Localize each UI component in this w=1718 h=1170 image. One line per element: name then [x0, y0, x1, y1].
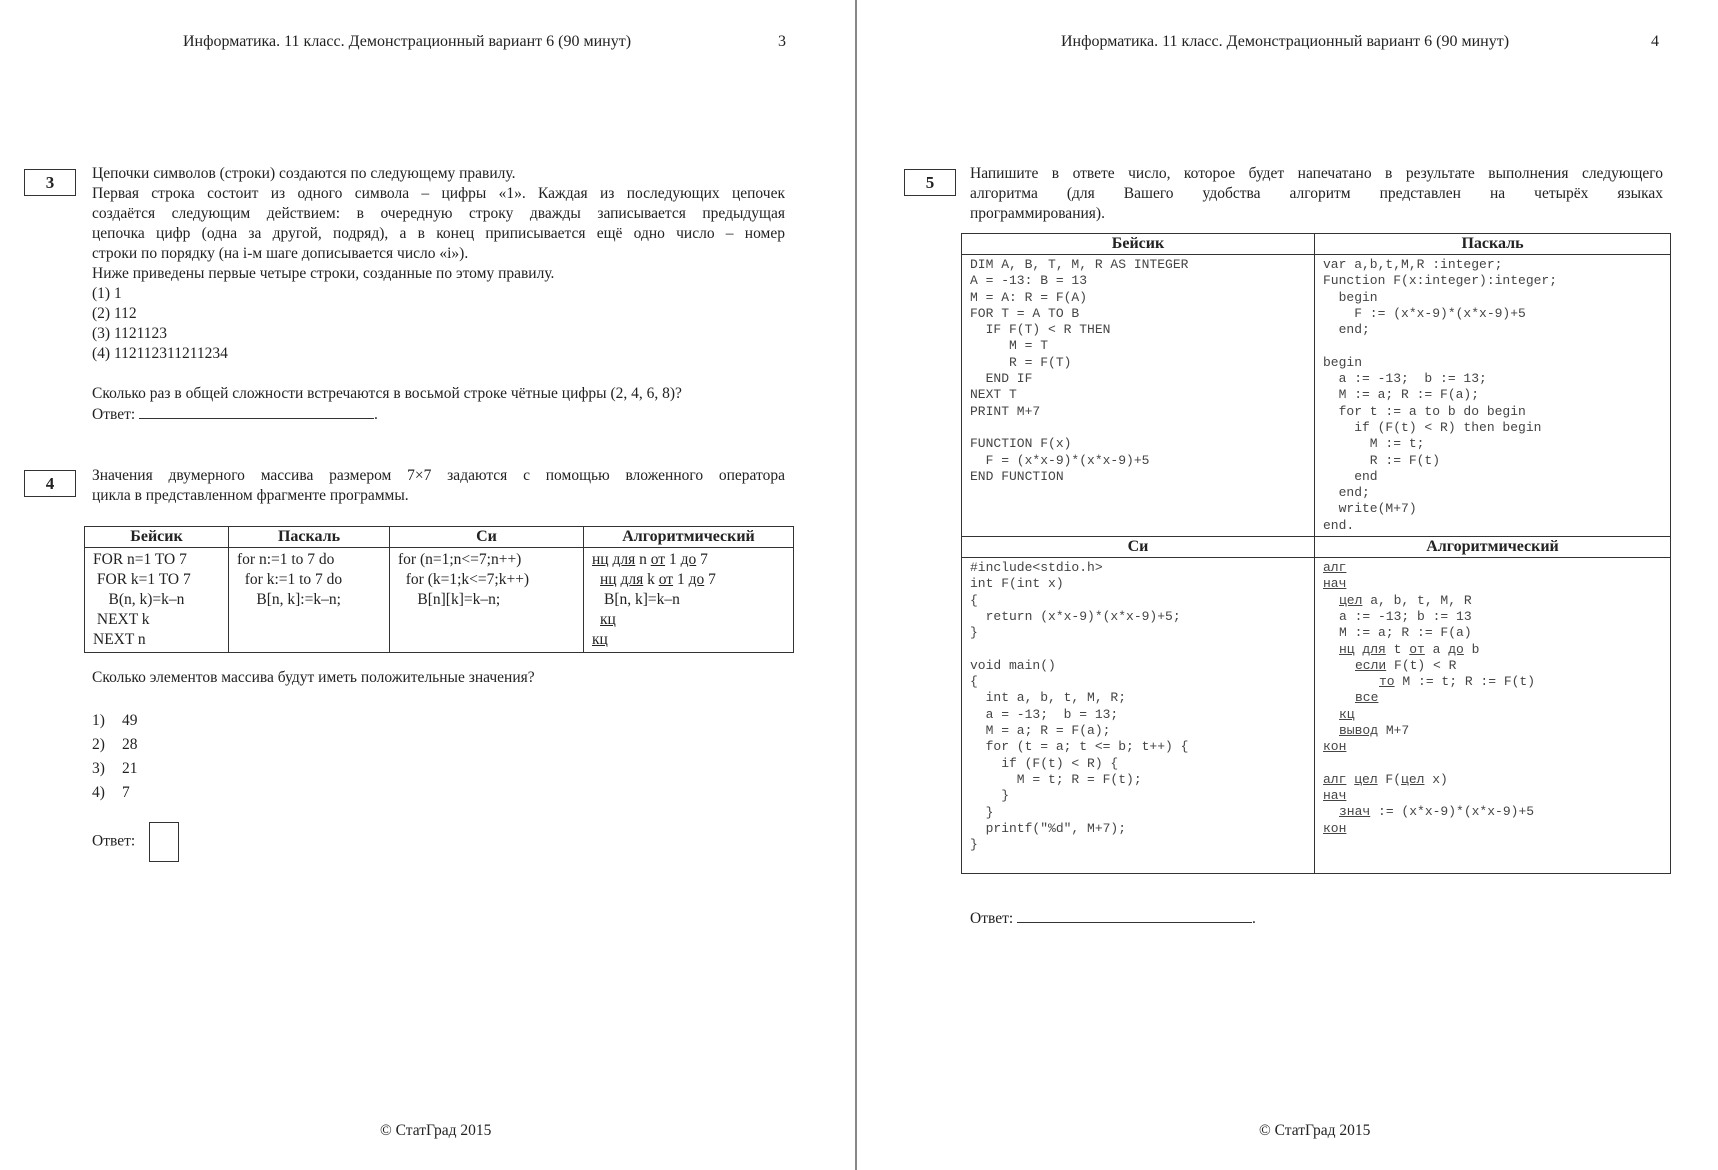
- task4-line: цикла в представленном фрагменте программы.: [92, 487, 409, 504]
- task3-line: Ниже приведены первые четыре строки, созданные по этому правилу.: [92, 265, 555, 282]
- code-line: кон: [1323, 739, 1347, 755]
- code-line: B[n][k]=k–n;: [398, 591, 501, 608]
- code-line: M := a; R := F(a): [1339, 625, 1472, 641]
- task3-row: (3) 1121123: [92, 325, 168, 342]
- alg-cell: [584, 548, 794, 653]
- task3-question: Сколько раз в общей сложности встречаются в восьмой строке чётные цифры (2, 4, 6, 8)?: [92, 385, 682, 402]
- code-line: кц: [592, 631, 608, 648]
- task-number-5: 5: [904, 169, 956, 196]
- answer-blank[interactable]: [1017, 908, 1252, 923]
- code-line: кон: [1323, 820, 1347, 836]
- task3-line: Первая строка состоит из одного символа – цифры «1». Каждая из последующих цепочек: [92, 185, 785, 202]
- page-number: 4: [1651, 33, 1659, 50]
- page-footer: © СтатГрад 2015: [1259, 1122, 1371, 1139]
- task3-line: строки по порядку (на i-м шаге дописывается число «i»).: [92, 245, 469, 262]
- answer-label: Ответ:: [92, 832, 136, 850]
- task4-text: [92, 466, 785, 506]
- col-header: Алгоритмический: [1315, 537, 1671, 558]
- option-1[interactable]: 1) 49: [92, 712, 138, 729]
- page-right: [857, 0, 1718, 1170]
- basic-code: DIM A, B, T, M, R AS INTEGER A = -13: B = 13 M = A: R = F(A) FOR T = A TO B IF F(T) < R THEN M = T R = F(T) END IF NEXT T PRINT M+7 FUNCTION F(x) F = (x*x-9)*(x*x-9)+5 END FUNCTION: [962, 255, 1315, 537]
- page-header: Информатика. 11 класс. Демонстрационный вариант 6 (90 минут): [183, 33, 632, 50]
- task4-question: Сколько элементов массива будут иметь положительные значения?: [92, 669, 535, 686]
- answer-box[interactable]: [149, 822, 179, 862]
- col-header: Бейсик: [962, 234, 1315, 255]
- option-2[interactable]: 2) 28: [92, 736, 138, 753]
- basic-cell: [85, 548, 229, 653]
- page-header: Информатика. 11 класс. Демонстрационный вариант 6 (90 минут): [1061, 33, 1510, 50]
- task3-line: создаётся следующим действием: в очередную строку дважды записывается предыдущая: [92, 205, 785, 222]
- page-footer: © СтатГрад 2015: [380, 1122, 492, 1139]
- answer-label: Ответ:: [92, 406, 136, 423]
- code-line: нц для k от 1 до 7: [600, 571, 716, 588]
- code-line: a := -13; b := 13: [1339, 608, 1472, 624]
- code-line: знач := (x*x-9)*(x*x-9)+5: [1339, 804, 1535, 820]
- code-line: алг цел F(цел x): [1323, 771, 1448, 787]
- code-line: нач: [1323, 576, 1347, 592]
- code-line: B[n, k]:=k–n;: [237, 591, 341, 608]
- code-line: нц для t от a до b: [1339, 641, 1480, 657]
- c-code: #include<stdio.h> int F(int x) { return (x*x-9)*(x*x-9)+5; } void main() { int a, b, t, M, R; a = -13; b = 13; M = a; R = F(a); for (t = a; t <= b; t++) { if (F(t) < R) { M = t; R = F(t); } } printf("%d", M+7); }: [962, 558, 1315, 874]
- col-header: Паскаль: [229, 527, 390, 548]
- code-line: FOR n=1 TO 7: [93, 551, 187, 568]
- option-3[interactable]: 3) 21: [92, 760, 138, 777]
- task3-line: Цепочки символов (строки) создаются по следующему правилу.: [92, 165, 516, 182]
- code-line: цел a, b, t, M, R: [1339, 592, 1472, 608]
- task3-text: [92, 164, 785, 425]
- task5-table: [961, 233, 1671, 874]
- task3-row: (1) 1: [92, 285, 122, 302]
- code-line: кц: [1339, 706, 1355, 722]
- task-number-3: 3: [24, 169, 76, 196]
- col-header: Си: [390, 527, 584, 548]
- task5-answer-line: Ответ: .: [970, 910, 1256, 927]
- code-line: кц: [600, 611, 616, 628]
- pascal-cell: [229, 548, 390, 653]
- task3-line: цепочка цифр (одна за другой, подряд), а в конец приписывается ещё одно число – номер: [92, 225, 785, 242]
- col-header: Алгоритмический: [584, 527, 794, 548]
- code-line: for (n=1;n<=7;n++): [398, 551, 522, 568]
- task5-line: Напишите в ответе число, которое будет напечатано в результате выполнения следующего: [970, 165, 1663, 182]
- code-line: B[n, k]=k–n: [604, 591, 680, 608]
- option-4[interactable]: 4) 7: [92, 784, 130, 801]
- alg-code: [1315, 558, 1671, 874]
- page-left: [0, 0, 855, 1170]
- task4-line: Значения двумерного массива размером 7×7 задаются с помощью вложенного оператора: [92, 467, 785, 484]
- task4-answer: [92, 822, 179, 862]
- task4-table: [84, 526, 794, 653]
- task5-line: алгоритма (для Вашего удобства алгоритм представлен на четырёх языках: [970, 185, 1663, 202]
- code-line: for (k=1;k<=7;k++): [398, 571, 530, 588]
- code-line: то M := t; R := F(t): [1379, 674, 1536, 690]
- page-number: 3: [778, 33, 786, 50]
- code-line: for k:=1 to 7 do: [237, 571, 343, 588]
- code-line: for n:=1 to 7 do: [237, 551, 335, 568]
- task3-row: (2) 112: [92, 305, 137, 322]
- code-line: нач: [1323, 787, 1347, 803]
- code-line: нц для n от 1 до 7: [592, 551, 708, 568]
- task3-row: (4) 112112311211234: [92, 345, 228, 362]
- code-line: B(n, k)=k–n: [93, 591, 185, 608]
- code-line: алг: [1323, 560, 1347, 576]
- task5-line: программирования).: [970, 205, 1105, 222]
- c-cell: [390, 548, 584, 653]
- code-line: если F(t) < R: [1355, 657, 1457, 673]
- code-line: все: [1355, 690, 1379, 706]
- answer-label: Ответ:: [970, 910, 1014, 927]
- col-header: Паскаль: [1315, 234, 1671, 255]
- pascal-code: var a,b,t,M,R :integer; Function F(x:integer):integer; begin F := (x*x-9)*(x*x-9)+5 end; begin a := -13; b := 13; M := a; R := F(a); for t := a to b do begin if (F(t) < R) then begin M := t; R := F(t) end end; write(M+7) end.: [1315, 255, 1671, 537]
- task-number-4: 4: [24, 470, 76, 497]
- task3-answer-line: Ответ: .: [92, 406, 378, 423]
- code-line: вывод M+7: [1339, 723, 1410, 739]
- answer-blank[interactable]: [139, 404, 374, 419]
- col-header: Бейсик: [85, 527, 229, 548]
- col-header: Си: [962, 537, 1315, 558]
- code-line: FOR k=1 TO 7: [93, 571, 191, 588]
- task5-text: [970, 164, 1663, 224]
- task4-options: [92, 709, 138, 805]
- code-line: NEXT n: [93, 631, 146, 648]
- code-line: NEXT k: [93, 611, 150, 628]
